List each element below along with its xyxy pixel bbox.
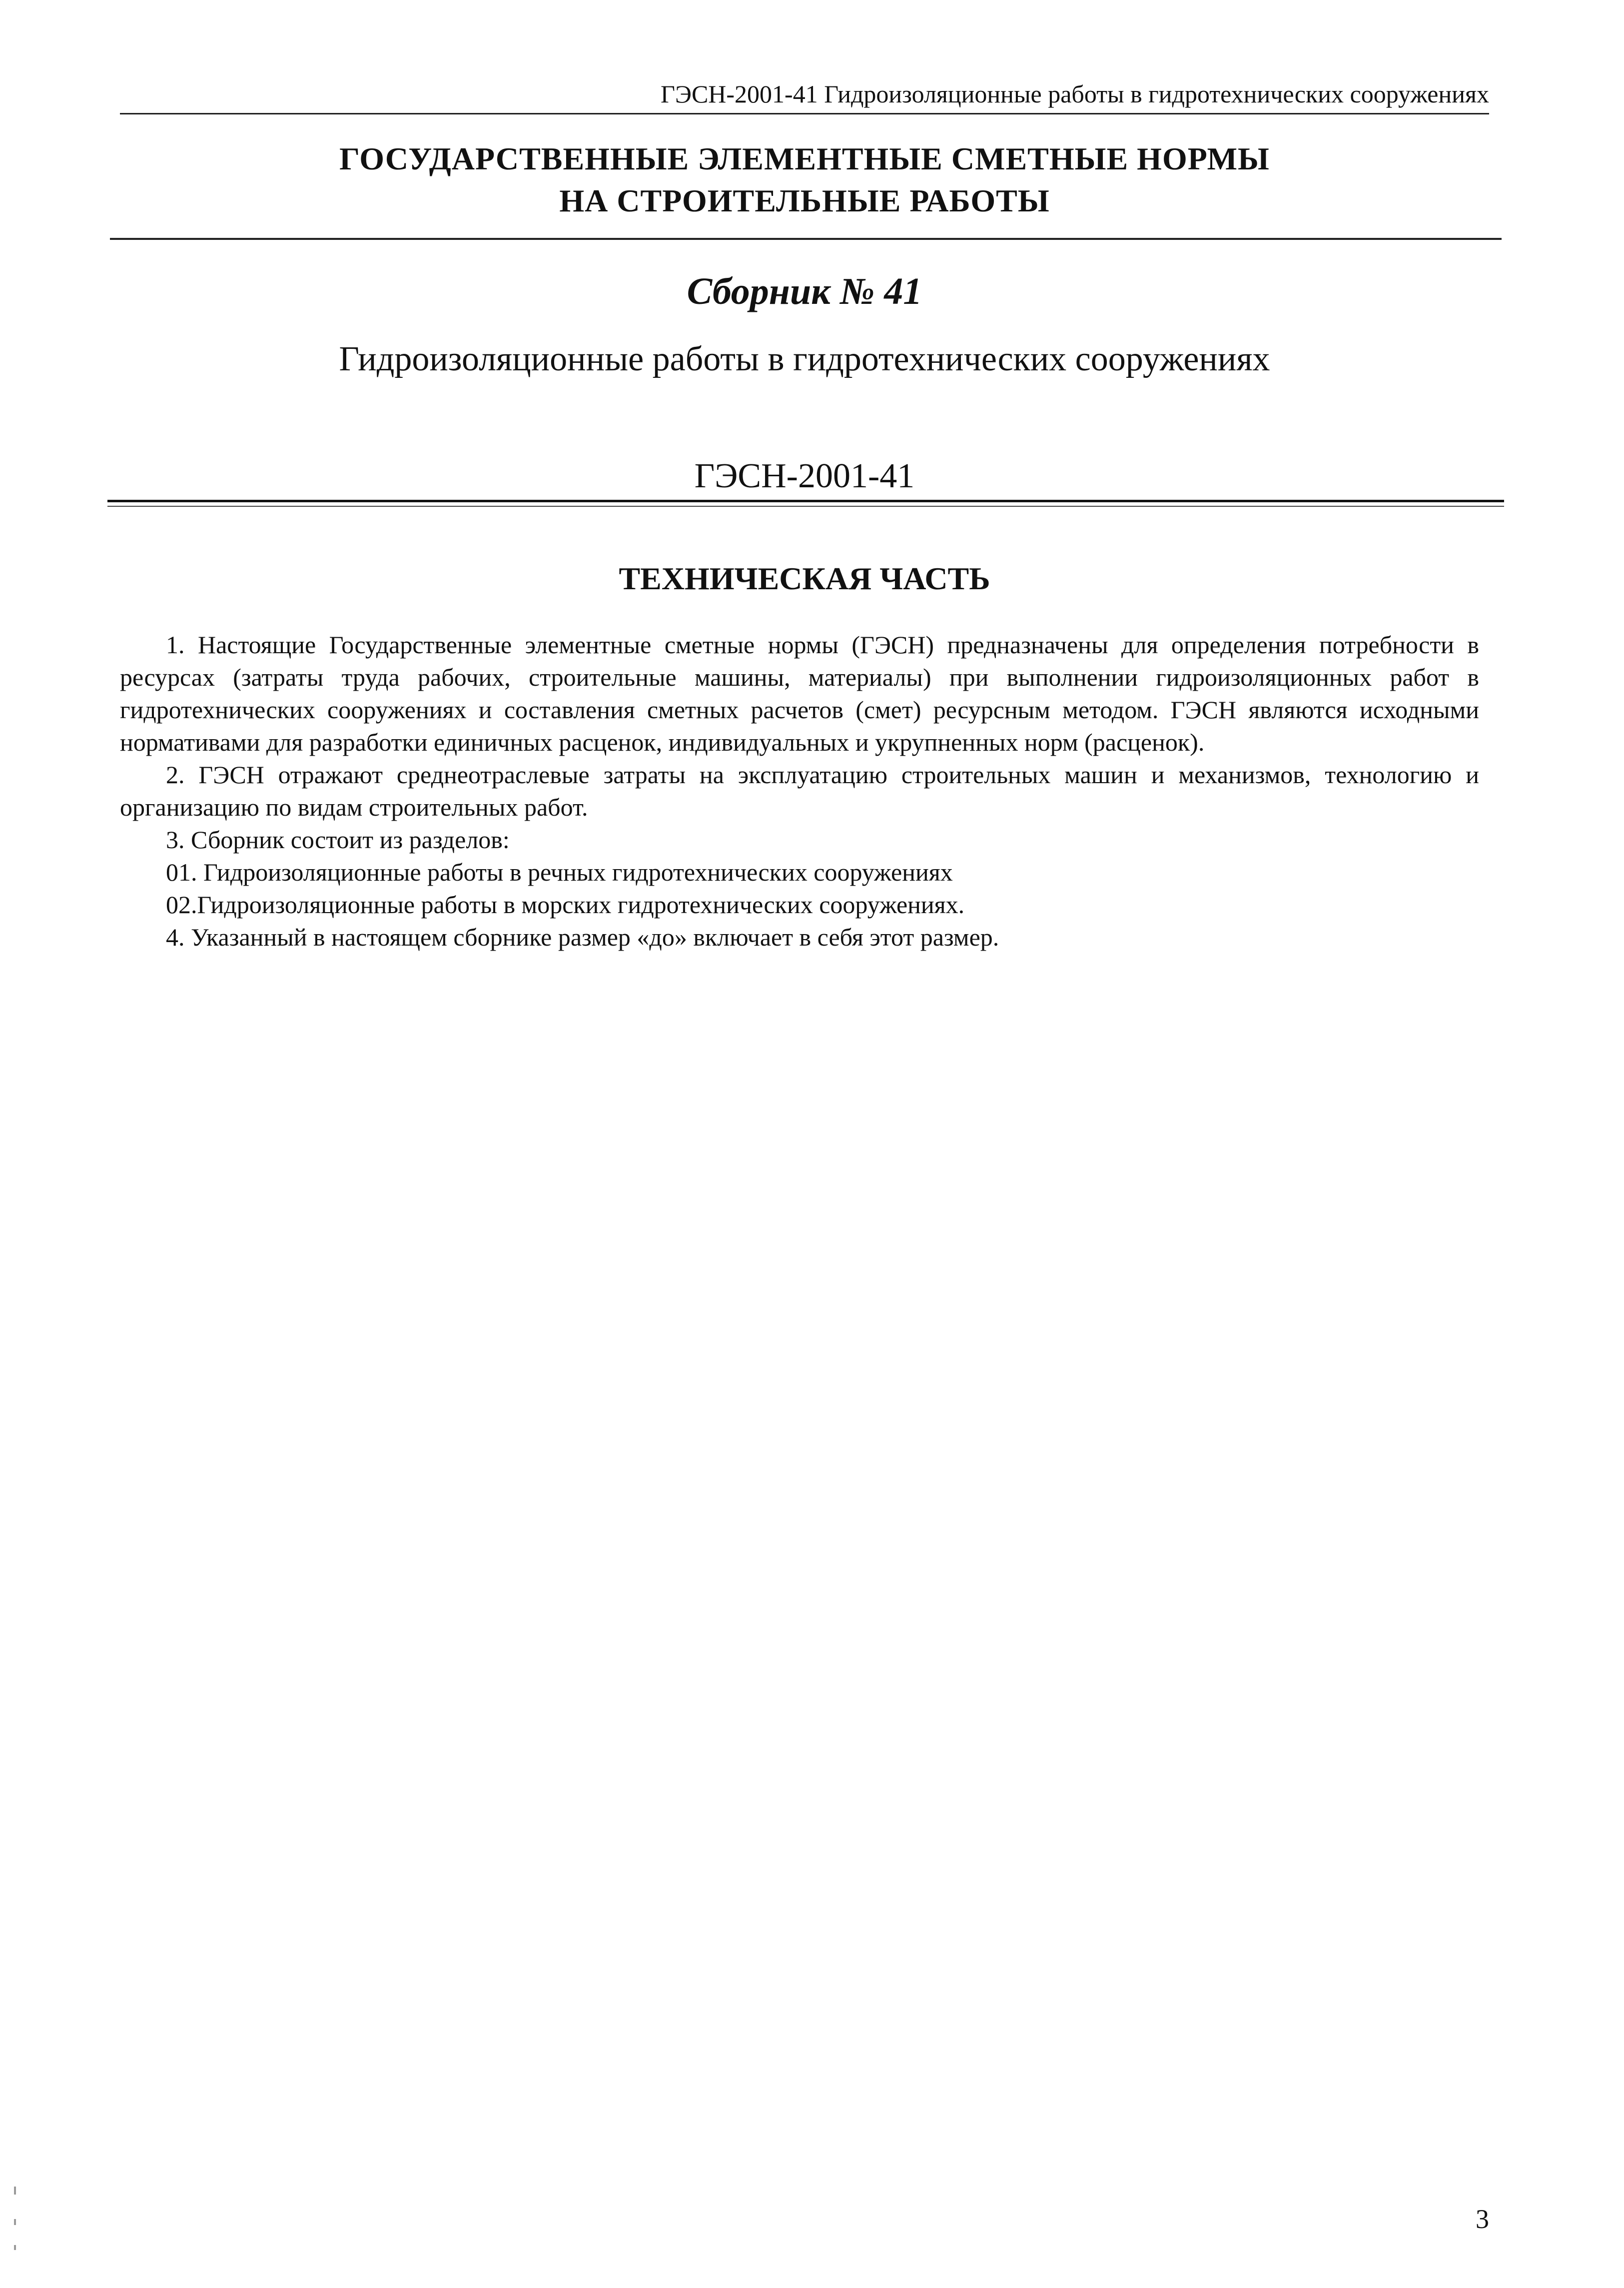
- scan-artifact-mark: [14, 2245, 16, 2250]
- paragraph-2: 2. ГЭСН отражают среднеотраслевые затраты на эксплуатацию строительных машин и механизмов, технологию и организацию по видам строительных работ.: [120, 761, 1479, 821]
- document-title: [120, 138, 1489, 222]
- collection-code: ГЭСН-2001-41: [694, 457, 915, 495]
- running-header: ГЭСН-2001-41 Гидроизоляционные работы в гидротехнических сооружениях: [661, 80, 1489, 108]
- code-rule-thick: [107, 500, 1504, 502]
- section-heading: ТЕХНИЧЕСКАЯ ЧАСТЬ: [619, 561, 990, 596]
- title-rule: [110, 238, 1502, 240]
- paragraph-1: 1. Настоящие Государственные элементные сметные нормы (ГЭСН) предназначены для определения потребности в ресурсах (затраты труда рабочих, строительные машины, материалы) при выполнении гидроизоляционных работ в гидротехнических сооружениях и составления сметных расчетов (смет) ресурсным методом. ГЭСН являются исходными нормативами для разработки единичных расценок, индивидуальных и укрупненных норм (расценок).: [120, 631, 1479, 756]
- code-rule-thin: [107, 506, 1504, 507]
- section-item-01: 01. Гидроизоляционные работы в речных гидротехнических сооружениях: [166, 858, 953, 886]
- paragraph-3: 3. Сборник состоит из разделов:: [166, 826, 510, 854]
- page-number: 3: [1476, 2204, 1489, 2234]
- scan-artifact-mark: [14, 2219, 16, 2225]
- document-title-line-1: ГОСУДАРСТВЕННЫЕ ЭЛЕМЕНТНЫЕ СМЕТНЫЕ НОРМЫ: [339, 141, 1270, 176]
- scan-artifact-mark: [14, 2187, 16, 2195]
- section-item-02: 02.Гидроизоляционные работы в морских гидротехнических сооружениях.: [166, 891, 965, 919]
- document-title-line-2: НА СТРОИТЕЛЬНЫЕ РАБОТЫ: [559, 183, 1050, 218]
- collection-name: Гидроизоляционные работы в гидротехнических сооружениях: [339, 340, 1270, 378]
- technical-part-body: [120, 629, 1479, 954]
- header-rule: [120, 113, 1489, 114]
- paragraph-4: 4. Указанный в настоящем сборнике размер «до» включает в себя этот размер.: [166, 923, 999, 951]
- collection-number: Сборник № 41: [687, 270, 922, 312]
